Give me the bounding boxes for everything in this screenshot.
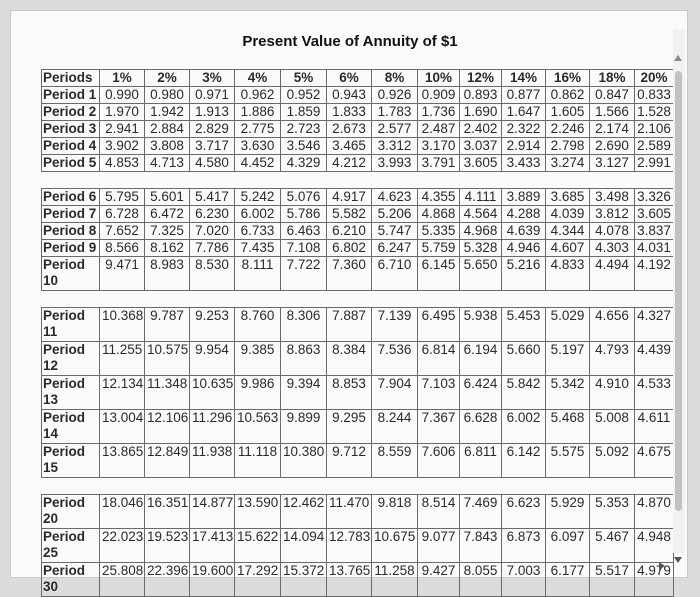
- table-cell: 12.783: [327, 529, 372, 563]
- table-cell: 7.904: [372, 376, 418, 410]
- table-cell: 7.020: [190, 223, 235, 240]
- table-cell: 8.863: [281, 342, 327, 376]
- table-cell: 7.325: [145, 223, 190, 240]
- table-cell: 2.246: [546, 121, 590, 138]
- period-label: Period 5: [42, 155, 100, 172]
- table-cell: 8.566: [100, 240, 145, 257]
- table-cell: 11.348: [145, 376, 190, 410]
- period-label: Period 30: [42, 563, 100, 597]
- table-cell: 9.899: [281, 410, 327, 444]
- table-row: [42, 444, 674, 478]
- table-cell: 9.818: [372, 495, 418, 529]
- table-cell: 4.288: [502, 206, 546, 223]
- table-cell: 5.582: [327, 206, 372, 223]
- table-row: [42, 529, 674, 563]
- table-cell: 6.811: [460, 444, 502, 478]
- table-cell: 9.986: [235, 376, 281, 410]
- table-cell: 4.948: [635, 529, 674, 563]
- table-cell: 5.453: [502, 308, 546, 342]
- table-cell: 3.433: [502, 155, 546, 172]
- table-cell: 6.210: [327, 223, 372, 240]
- table-cell: 22.023: [100, 529, 145, 563]
- table-cell: 5.747: [372, 223, 418, 240]
- table-cell: 4.303: [590, 240, 635, 257]
- table-cell: 5.517: [590, 563, 635, 597]
- table-cell: 6.495: [418, 308, 460, 342]
- table-cell: 4.192: [635, 257, 674, 291]
- table-cell: 8.760: [235, 308, 281, 342]
- table-row: [42, 410, 674, 444]
- table-cell: 3.808: [145, 138, 190, 155]
- period-label: Period 6: [42, 189, 100, 206]
- header-periods: Periods: [42, 70, 100, 87]
- table-cell: 6.472: [145, 206, 190, 223]
- table-row: [42, 104, 674, 121]
- horizontal-scrollbar[interactable]: [41, 559, 659, 573]
- table-cell: 3.037: [460, 138, 502, 155]
- table-cell: 3.685: [546, 189, 590, 206]
- table-cell: 16.351: [145, 495, 190, 529]
- table-cell: 10.635: [190, 376, 235, 410]
- table-cell: 8.983: [145, 257, 190, 291]
- table-cell: 4.533: [635, 376, 674, 410]
- table-cell: 8.530: [190, 257, 235, 291]
- table-cell: 9.295: [327, 410, 372, 444]
- table-cell: 1.783: [372, 104, 418, 121]
- header-rate: 20%: [635, 70, 674, 87]
- table-cell: 5.601: [145, 189, 190, 206]
- table-row: [42, 87, 674, 104]
- table-cell: 1.970: [100, 104, 145, 121]
- header-rate: 2%: [145, 70, 190, 87]
- table-cell: 0.893: [460, 87, 502, 104]
- table-cell: 4.439: [635, 342, 674, 376]
- table-cell: 2.690: [590, 138, 635, 155]
- table-cell: 8.306: [281, 308, 327, 342]
- table-cell: 4.910: [590, 376, 635, 410]
- table-cell: 5.938: [460, 308, 502, 342]
- table-cell: 6.628: [460, 410, 502, 444]
- table-cell: 5.759: [418, 240, 460, 257]
- table-cell: 0.943: [327, 87, 372, 104]
- table-cell: 2.174: [590, 121, 635, 138]
- table-cell: 9.385: [235, 342, 281, 376]
- table-cell: 1.833: [327, 104, 372, 121]
- table-cell: 19.523: [145, 529, 190, 563]
- table-cell: 19.600: [190, 563, 235, 597]
- table-cell: 4.031: [635, 240, 674, 257]
- table-cell: 7.003: [502, 563, 546, 597]
- table-cell: 3.605: [635, 206, 674, 223]
- table-cell: 4.344: [546, 223, 590, 240]
- table-cell: 7.722: [281, 257, 327, 291]
- header-row: [42, 70, 674, 87]
- table-cell: 5.029: [546, 308, 590, 342]
- header-rate: 12%: [460, 70, 502, 87]
- table-cell: 6.002: [502, 410, 546, 444]
- table-cell: 12.462: [281, 495, 327, 529]
- table-cell: 8.111: [235, 257, 281, 291]
- period-label: Period 8: [42, 223, 100, 240]
- header-rate: 14%: [502, 70, 546, 87]
- table-cell: 3.274: [546, 155, 590, 172]
- period-label: Period 10: [42, 257, 100, 291]
- table-cell: 7.435: [235, 240, 281, 257]
- table-row: [42, 308, 674, 342]
- table-cell: 2.322: [502, 121, 546, 138]
- period-label: Period 14: [42, 410, 100, 444]
- table-row: [42, 121, 674, 138]
- table-cell: 17.413: [190, 529, 235, 563]
- table-cell: 4.078: [590, 223, 635, 240]
- table-cell: 4.355: [418, 189, 460, 206]
- table-cell: 1.528: [635, 104, 674, 121]
- table-cell: 1.736: [418, 104, 460, 121]
- table-cell: 4.833: [546, 257, 590, 291]
- table-cell: 13.865: [100, 444, 145, 478]
- chevron-right-icon[interactable]: [659, 562, 665, 570]
- row-spacer: [42, 172, 674, 189]
- table-cell: 9.954: [190, 342, 235, 376]
- table-row: [42, 342, 674, 376]
- table-cell: 8.244: [372, 410, 418, 444]
- period-label: Period 11: [42, 308, 100, 342]
- row-spacer: [42, 478, 674, 495]
- table-cell: 9.787: [145, 308, 190, 342]
- table-cell: 0.971: [190, 87, 235, 104]
- table-cell: 4.623: [372, 189, 418, 206]
- table-cell: 7.103: [418, 376, 460, 410]
- table-cell: 10.380: [281, 444, 327, 478]
- table-cell: 4.968: [460, 223, 502, 240]
- table-cell: 4.853: [100, 155, 145, 172]
- table-cell: 0.847: [590, 87, 635, 104]
- table-cell: 11.470: [327, 495, 372, 529]
- table-cell: 4.979: [635, 563, 674, 597]
- table-cell: 6.002: [235, 206, 281, 223]
- table-cell: 8.853: [327, 376, 372, 410]
- table-cell: 5.786: [281, 206, 327, 223]
- table-cell: 13.004: [100, 410, 145, 444]
- period-label: Period 4: [42, 138, 100, 155]
- period-label: Period 25: [42, 529, 100, 563]
- table-cell: 3.993: [372, 155, 418, 172]
- table-cell: 2.589: [635, 138, 674, 155]
- table-cell: 5.353: [590, 495, 635, 529]
- table-cell: 7.887: [327, 308, 372, 342]
- table-row: [42, 189, 674, 206]
- chevron-up-icon[interactable]: [674, 55, 682, 61]
- table-cell: 0.952: [281, 87, 327, 104]
- table-cell: 8.514: [418, 495, 460, 529]
- table-cell: 1.886: [235, 104, 281, 121]
- table-cell: 2.941: [100, 121, 145, 138]
- table-cell: 3.127: [590, 155, 635, 172]
- table-cell: 3.312: [372, 138, 418, 155]
- table-cell: 3.812: [590, 206, 635, 223]
- table-cell: 18.046: [100, 495, 145, 529]
- table-cell: 1.913: [190, 104, 235, 121]
- table-cell: 4.713: [145, 155, 190, 172]
- table-cell: 9.077: [418, 529, 460, 563]
- present-value-table: [41, 69, 674, 597]
- table-cell: 5.660: [502, 342, 546, 376]
- table-cell: 5.328: [460, 240, 502, 257]
- table-cell: 3.717: [190, 138, 235, 155]
- table-cell: 0.833: [635, 87, 674, 104]
- table-cell: 5.242: [235, 189, 281, 206]
- table-cell: 6.463: [281, 223, 327, 240]
- table-row: [42, 376, 674, 410]
- table-row: [42, 138, 674, 155]
- table-cell: 7.652: [100, 223, 145, 240]
- table-cell: 0.909: [418, 87, 460, 104]
- table-cell: 6.814: [418, 342, 460, 376]
- table-cell: 5.575: [546, 444, 590, 478]
- table-cell: 4.212: [327, 155, 372, 172]
- table-cell: 6.733: [235, 223, 281, 240]
- table-cell: 5.417: [190, 189, 235, 206]
- table-cell: 0.926: [372, 87, 418, 104]
- table-cell: 6.177: [546, 563, 590, 597]
- table-cell: 15.622: [235, 529, 281, 563]
- table-cell: 7.469: [460, 495, 502, 529]
- table-cell: 12.134: [100, 376, 145, 410]
- table-cell: 25.808: [100, 563, 145, 597]
- scrollbar-thumb[interactable]: [675, 71, 682, 511]
- table-cell: 3.837: [635, 223, 674, 240]
- table-cell: 5.335: [418, 223, 460, 240]
- header-rate: 3%: [190, 70, 235, 87]
- table-cell: 6.194: [460, 342, 502, 376]
- table-cell: 2.106: [635, 121, 674, 138]
- table-cell: 13.590: [235, 495, 281, 529]
- table-cell: 6.097: [546, 529, 590, 563]
- table-cell: 1.859: [281, 104, 327, 121]
- table-cell: 2.798: [546, 138, 590, 155]
- table-cell: 7.536: [372, 342, 418, 376]
- table-cell: 3.465: [327, 138, 372, 155]
- table-cell: 9.394: [281, 376, 327, 410]
- table-cell: 22.396: [145, 563, 190, 597]
- table-cell: 12.106: [145, 410, 190, 444]
- period-label: Period 12: [42, 342, 100, 376]
- table-cell: 6.873: [502, 529, 546, 563]
- table-cell: 3.902: [100, 138, 145, 155]
- table-cell: 6.710: [372, 257, 418, 291]
- table-cell: 9.427: [418, 563, 460, 597]
- header-rate: 1%: [100, 70, 145, 87]
- table-cell: 7.108: [281, 240, 327, 257]
- header-rate: 8%: [372, 70, 418, 87]
- table-cell: 7.786: [190, 240, 235, 257]
- table-cell: 4.111: [460, 189, 502, 206]
- table-body: [42, 87, 674, 597]
- table-cell: 5.206: [372, 206, 418, 223]
- table-row: [42, 240, 674, 257]
- table-cell: 4.946: [502, 240, 546, 257]
- period-label: Period 13: [42, 376, 100, 410]
- table-cell: 3.889: [502, 189, 546, 206]
- table-cell: 4.870: [635, 495, 674, 529]
- table-cell: 4.675: [635, 444, 674, 478]
- header-rate: 5%: [281, 70, 327, 87]
- table-cell: 6.802: [327, 240, 372, 257]
- table-cell: 4.564: [460, 206, 502, 223]
- table-cell: 2.775: [235, 121, 281, 138]
- table-cell: 6.247: [372, 240, 418, 257]
- table-cell: 2.829: [190, 121, 235, 138]
- table-cell: 5.076: [281, 189, 327, 206]
- table-cell: 11.938: [190, 444, 235, 478]
- table-cell: 2.884: [145, 121, 190, 138]
- table-cell: 4.611: [635, 410, 674, 444]
- table-row: [42, 223, 674, 240]
- table-cell: 4.452: [235, 155, 281, 172]
- table-cell: 5.216: [502, 257, 546, 291]
- table-cell: 3.791: [418, 155, 460, 172]
- table-cell: 3.630: [235, 138, 281, 155]
- table-cell: 2.487: [418, 121, 460, 138]
- table-cell: 1.942: [145, 104, 190, 121]
- table-cell: 5.467: [590, 529, 635, 563]
- table-cell: 14.877: [190, 495, 235, 529]
- table-cell: 6.230: [190, 206, 235, 223]
- table-cell: 7.367: [418, 410, 460, 444]
- table-cell: 4.639: [502, 223, 546, 240]
- table-cell: 7.606: [418, 444, 460, 478]
- table-cell: 6.142: [502, 444, 546, 478]
- table-cell: 17.292: [235, 563, 281, 597]
- vertical-scrollbar[interactable]: [673, 29, 685, 553]
- table-cell: 4.868: [418, 206, 460, 223]
- table-cell: 3.605: [460, 155, 502, 172]
- table-cell: 5.092: [590, 444, 635, 478]
- header-rate: 10%: [418, 70, 460, 87]
- table-cell: 5.795: [100, 189, 145, 206]
- table-cell: 9.471: [100, 257, 145, 291]
- table-cell: 4.656: [590, 308, 635, 342]
- table-cell: 2.991: [635, 155, 674, 172]
- table-cell: 9.712: [327, 444, 372, 478]
- table-cell: 1.647: [502, 104, 546, 121]
- table-cell: 4.580: [190, 155, 235, 172]
- table-cell: 14.094: [281, 529, 327, 563]
- table-cell: 2.402: [460, 121, 502, 138]
- period-label: Period 9: [42, 240, 100, 257]
- table-cell: 7.843: [460, 529, 502, 563]
- table-cell: 4.793: [590, 342, 635, 376]
- table-cell: 7.360: [327, 257, 372, 291]
- table-cell: 10.563: [235, 410, 281, 444]
- table-cell: 5.342: [546, 376, 590, 410]
- table-cell: 8.162: [145, 240, 190, 257]
- period-label: Period 20: [42, 495, 100, 529]
- table-cell: 1.690: [460, 104, 502, 121]
- table-cell: 2.577: [372, 121, 418, 138]
- table-row: [42, 155, 674, 172]
- table-cell: 4.327: [635, 308, 674, 342]
- table-cell: 1.605: [546, 104, 590, 121]
- table-cell: 4.329: [281, 155, 327, 172]
- table-cell: 5.008: [590, 410, 635, 444]
- table-cell: 6.145: [418, 257, 460, 291]
- table-cell: 1.566: [590, 104, 635, 121]
- table-cell: 2.673: [327, 121, 372, 138]
- table-cell: 2.723: [281, 121, 327, 138]
- table-row: [42, 257, 674, 291]
- table-cell: 0.990: [100, 87, 145, 104]
- table-cell: 3.546: [281, 138, 327, 155]
- chevron-down-icon[interactable]: [674, 557, 682, 563]
- header-rate: 4%: [235, 70, 281, 87]
- table-cell: 8.559: [372, 444, 418, 478]
- table-cell: 15.372: [281, 563, 327, 597]
- table-cell: 11.255: [100, 342, 145, 376]
- table-cell: 9.253: [190, 308, 235, 342]
- table-cell: 0.980: [145, 87, 190, 104]
- table-cell: 4.039: [546, 206, 590, 223]
- table-cell: 5.842: [502, 376, 546, 410]
- document-viewport[interactable]: [10, 10, 688, 594]
- table-cell: 3.170: [418, 138, 460, 155]
- table-cell: 5.468: [546, 410, 590, 444]
- table-cell: 4.494: [590, 257, 635, 291]
- table-cell: 11.258: [372, 563, 418, 597]
- table-cell: 10.675: [372, 529, 418, 563]
- table-cell: 8.384: [327, 342, 372, 376]
- table-cell: 0.877: [502, 87, 546, 104]
- table-cell: 6.424: [460, 376, 502, 410]
- table-cell: 5.929: [546, 495, 590, 529]
- table-cell: 0.862: [546, 87, 590, 104]
- table-cell: 12.849: [145, 444, 190, 478]
- period-label: Period 2: [42, 104, 100, 121]
- period-label: Period 7: [42, 206, 100, 223]
- header-rate: 6%: [327, 70, 372, 87]
- header-rate: 16%: [546, 70, 590, 87]
- table-cell: 2.914: [502, 138, 546, 155]
- table-cell: 6.623: [502, 495, 546, 529]
- table-cell: 3.326: [635, 189, 674, 206]
- table-cell: 10.575: [145, 342, 190, 376]
- table-title: Present Value of Annuity of $1: [242, 33, 458, 50]
- table-cell: 5.197: [546, 342, 590, 376]
- table-cell: 6.728: [100, 206, 145, 223]
- table-row: [42, 495, 674, 529]
- table-cell: 5.650: [460, 257, 502, 291]
- table-cell: 7.139: [372, 308, 418, 342]
- period-label: Period 15: [42, 444, 100, 478]
- table-cell: 4.607: [546, 240, 590, 257]
- table-cell: 11.296: [190, 410, 235, 444]
- period-label: Period 3: [42, 121, 100, 138]
- table-cell: 13.765: [327, 563, 372, 597]
- table-cell: 3.498: [590, 189, 635, 206]
- table-row: [42, 206, 674, 223]
- table-cell: 10.368: [100, 308, 145, 342]
- table-cell: 0.962: [235, 87, 281, 104]
- period-label: Period 1: [42, 87, 100, 104]
- table-cell: 8.055: [460, 563, 502, 597]
- table-cell: 11.118: [235, 444, 281, 478]
- table-cell: 4.917: [327, 189, 372, 206]
- header-rate: 18%: [590, 70, 635, 87]
- row-spacer: [42, 291, 674, 308]
